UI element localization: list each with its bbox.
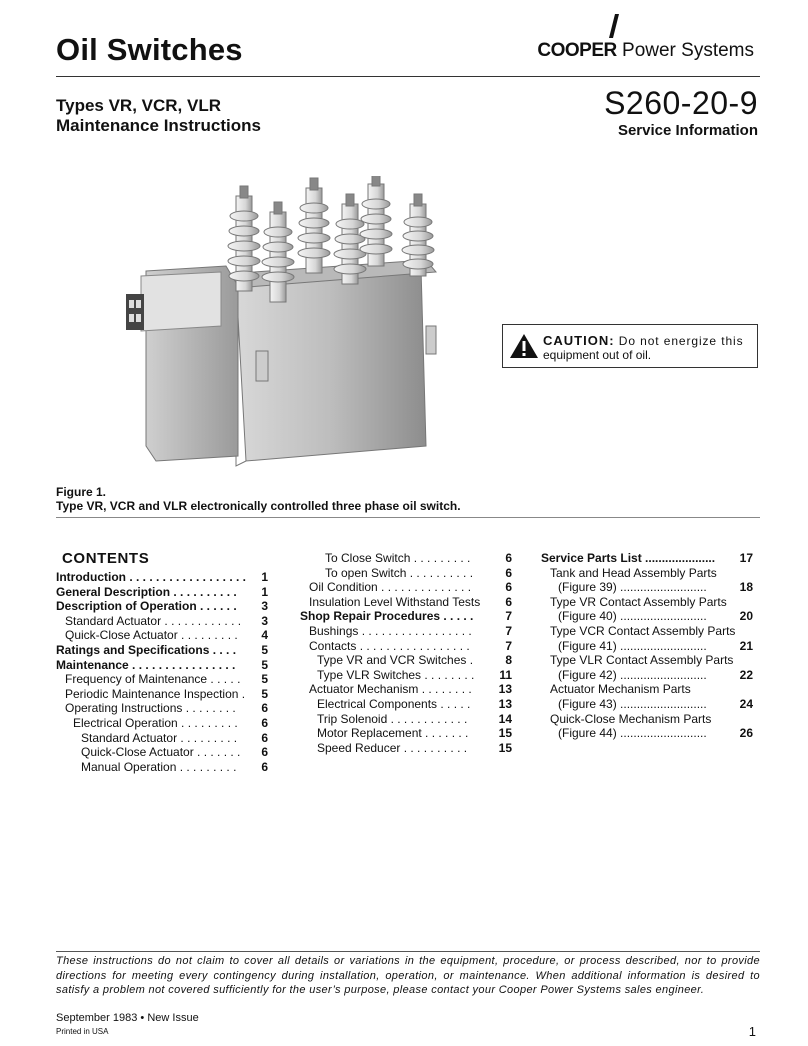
- toc-entry-page: 4: [261, 628, 268, 643]
- toc-entry: [56, 599, 268, 613]
- toc-entry-page: 17: [739, 551, 753, 565]
- toc-entry-label: (Figure 41) ..........................: [558, 638, 707, 653]
- toc-entry-label: (Figure 40) ..........................: [558, 609, 707, 624]
- toc-entry: [317, 697, 512, 711]
- toc-entry-label: (Figure 42) ..........................: [558, 667, 707, 682]
- toc-entry-page: 14: [498, 711, 512, 726]
- toc-entry-label: Frequency of Maintenance . . . . .: [65, 672, 241, 687]
- toc-entry-page: 7: [505, 638, 512, 653]
- toc-entry-page: 20: [739, 609, 753, 624]
- toc-entry-label: Electrical Components . . . . .: [317, 697, 471, 711]
- toc-entry: [300, 609, 512, 623]
- toc-entry-label: Speed Reducer . . . . . . . . . .: [317, 740, 468, 755]
- brand-logo: [537, 40, 754, 62]
- toc-entry-label: To open Switch . . . . . . . . . .: [325, 565, 474, 580]
- figure-caption: [56, 485, 461, 513]
- toc-entry-page: 1: [261, 584, 268, 599]
- toc-entry-page: 26: [739, 726, 753, 741]
- toc-entry-page: 3: [261, 599, 268, 614]
- toc-entry-label: Actuator Mechanism . . . . . . . .: [309, 682, 472, 697]
- toc-entry-page: 1: [261, 570, 268, 584]
- toc-entry-label: Maintenance . . . . . . . . . . . . . . . .: [56, 657, 236, 672]
- toc-entry-label: (Figure 44) ..........................: [558, 726, 707, 741]
- toc-entry: [558, 639, 753, 653]
- toc-entry-page: 5: [261, 686, 268, 701]
- toc-entry-page: 21: [739, 638, 753, 653]
- issue-text: New Issue: [147, 1012, 199, 1024]
- figure-label: Figure 1.: [56, 485, 107, 499]
- header-divider: [56, 76, 760, 77]
- toc-entry-page: 6: [505, 580, 512, 595]
- toc-entry: [550, 566, 753, 580]
- document-title: Oil Switches: [56, 32, 243, 67]
- toc-entry-page: 6: [505, 565, 512, 580]
- toc-entry: [56, 570, 268, 584]
- doc-category: Service Information: [617, 122, 758, 139]
- toc-entry-page: 6: [261, 759, 268, 774]
- toc-entry: [550, 595, 753, 609]
- caution-line1: [543, 333, 744, 348]
- toc-entry: [558, 697, 753, 711]
- document-subtitle: [56, 96, 261, 136]
- toc-entry-label: Electrical Operation . . . . . . . . .: [73, 716, 238, 730]
- subtitle-line1: Types VR, VCR, VLR: [56, 96, 221, 115]
- toc-entry-label: General Description . . . . . . . . . .: [56, 584, 237, 599]
- toc-entry: [65, 701, 268, 715]
- printed-in: Printed in USA: [56, 1027, 109, 1036]
- disclaimer-text: These instructions do not claim to cover all details or variations in the equipment, procedure, or process described, nor to provide directions for meeting every contingency during installation, operation, or maintenance. When additional information is desired to satisfy a problem not covered sufficiently for the user’s purpose, please contact your Cooper Power Systems sales engineer.: [56, 955, 760, 996]
- toc-entry: [550, 653, 753, 667]
- toc-entry: [541, 551, 753, 565]
- toc-entry: [65, 614, 268, 628]
- toc-entry-label: Quick-Close Actuator . . . . . . .: [81, 745, 241, 760]
- toc-entry-label: (Figure 43) ..........................: [558, 697, 707, 711]
- toc-entry-label: Quick-Close Mechanism Parts: [550, 711, 712, 726]
- brand-suffix: Power Systems: [622, 40, 754, 61]
- toc-entry-label: Standard Actuator . . . . . . . . .: [81, 730, 238, 745]
- toc-column-2: [300, 551, 512, 755]
- toc-entry-label: Bushings . . . . . . . . . . . . . . . . .: [309, 624, 472, 638]
- toc-entry: [317, 668, 512, 682]
- toc-entry-page: 22: [739, 667, 753, 682]
- toc-entry: [317, 741, 512, 755]
- toc-entry-page: 15: [498, 726, 512, 741]
- toc-entry: [325, 566, 512, 580]
- caution-text1: Do not energize this: [618, 334, 744, 348]
- toc-entry: [309, 624, 512, 638]
- toc-entry-page: 7: [505, 624, 512, 638]
- toc-entry-label: Ratings and Specifications . . . .: [56, 643, 237, 657]
- toc-entry-label: Trip Solenoid . . . . . . . . . . . .: [317, 711, 468, 726]
- toc-entry: [317, 726, 512, 740]
- toc-entry-page: 8: [505, 653, 512, 668]
- toc-entry-label: Type VR and VCR Switches .: [317, 653, 474, 668]
- toc-entry: [56, 658, 268, 672]
- toc-entry: [73, 716, 268, 730]
- oil-switch-photo: [126, 176, 462, 474]
- caution-label: CAUTION:: [543, 333, 615, 348]
- page-number: 1: [748, 1024, 756, 1039]
- toc-entry-label: Standard Actuator . . . . . . . . . . . .: [65, 613, 242, 628]
- toc-entry-page: 6: [261, 730, 268, 745]
- toc-entry-label: Tank and Head Assembly Parts: [550, 565, 717, 580]
- date-text: September 1983: [56, 1012, 138, 1024]
- toc-column-1: [56, 570, 268, 774]
- toc-entry: [309, 682, 512, 696]
- doc-number: S260-20-9: [604, 85, 758, 121]
- toc-entry-label: Quick-Close Actuator . . . . . . . . .: [65, 628, 238, 643]
- toc-entry: [81, 760, 268, 774]
- toc-entry-label: Oil Condition . . . . . . . . . . . . . .: [309, 580, 472, 595]
- toc-entry-page: 5: [261, 643, 268, 657]
- toc-entry: [81, 745, 268, 759]
- toc-entry-page: 5: [261, 657, 268, 672]
- toc-entry: [558, 580, 753, 594]
- toc-entry: [558, 668, 753, 682]
- toc-entry-page: 6: [261, 716, 268, 730]
- toc-entry-label: To Close Switch . . . . . . . . .: [325, 551, 471, 565]
- toc-entry-page: 3: [261, 613, 268, 628]
- toc-entry: [317, 712, 512, 726]
- logo-slash-icon: [609, 14, 619, 38]
- toc-entry-page: 6: [505, 594, 512, 609]
- toc-entry: [317, 653, 512, 667]
- toc-entry-page: 18: [739, 580, 753, 595]
- toc-entry-page: 13: [498, 697, 512, 711]
- toc-entry: [81, 731, 268, 745]
- toc-entry: [558, 726, 753, 740]
- toc-entry: [325, 551, 512, 565]
- issue-date: [56, 1012, 199, 1024]
- toc-entry: [65, 628, 268, 642]
- toc-entry-page: 11: [499, 667, 512, 682]
- toc-entry-label: Type VCR Contact Assembly Parts: [550, 624, 736, 638]
- toc-entry-page: 6: [505, 551, 512, 565]
- footer-divider: [56, 951, 760, 952]
- toc-entry-label: Motor Replacement . . . . . . .: [317, 726, 469, 741]
- toc-entry-label: Manual Operation . . . . . . . . .: [81, 759, 237, 774]
- toc-entry-label: (Figure 39) ..........................: [558, 580, 707, 595]
- toc-entry: [550, 624, 753, 638]
- toc-entry-label: Actuator Mechanism Parts: [550, 682, 691, 697]
- toc-entry: [65, 687, 268, 701]
- toc-entry-label: Contacts . . . . . . . . . . . . . . . . .: [309, 638, 470, 653]
- toc-entry-label: Service Parts List .....................: [541, 551, 716, 565]
- toc-entry-page: 7: [505, 609, 512, 624]
- toc-entry-label: Operating Instructions . . . . . . . .: [65, 701, 236, 716]
- brand-name: COOPER: [537, 40, 617, 61]
- toc-entry-label: Type VR Contact Assembly Parts: [550, 594, 727, 609]
- warning-triangle-icon: [509, 333, 539, 359]
- toc-entry: [65, 672, 268, 686]
- toc-entry-label: Insulation Level Withstand Tests: [309, 594, 481, 609]
- toc-entry-label: Type VLR Switches . . . . . . . .: [317, 667, 475, 682]
- toc-entry: [309, 595, 512, 609]
- toc-entry: [56, 585, 268, 599]
- contents-heading: CONTENTS: [62, 550, 150, 567]
- toc-column-3: [541, 551, 753, 751]
- subtitle-line2: Maintenance Instructions: [56, 116, 261, 135]
- toc-entry-label: Type VLR Contact Assembly Parts: [550, 653, 734, 668]
- toc-entry: [558, 609, 753, 623]
- figure-caption-text: Type VR, VCR and VLR electronically controlled three phase oil switch.: [56, 499, 461, 513]
- toc-entry: [550, 712, 753, 726]
- toc-entry-page: 24: [739, 697, 753, 711]
- toc-entry: [309, 639, 512, 653]
- toc-entry-page: 13: [498, 682, 512, 697]
- toc-entry-page: 15: [498, 740, 512, 755]
- toc-entry-label: Description of Operation . . . . . .: [56, 599, 237, 614]
- toc-entry: [309, 580, 512, 594]
- toc-entry-page: 5: [261, 672, 268, 687]
- toc-entry-label: Periodic Maintenance Inspection .: [65, 686, 246, 701]
- toc-entry-page: 6: [261, 745, 268, 760]
- toc-entry-label: Shop Repair Procedures . . . . .: [300, 609, 474, 624]
- bullet-separator: •: [140, 1012, 145, 1024]
- caution-text2: equipment out of oil.: [543, 348, 652, 362]
- toc-entry: [56, 643, 268, 657]
- section-divider: [56, 517, 760, 518]
- caution-box: [502, 324, 758, 368]
- toc-entry-label: Introduction . . . . . . . . . . . . . . . . . .: [56, 570, 247, 584]
- toc-entry: [550, 682, 753, 696]
- toc-entry-page: 6: [261, 701, 268, 716]
